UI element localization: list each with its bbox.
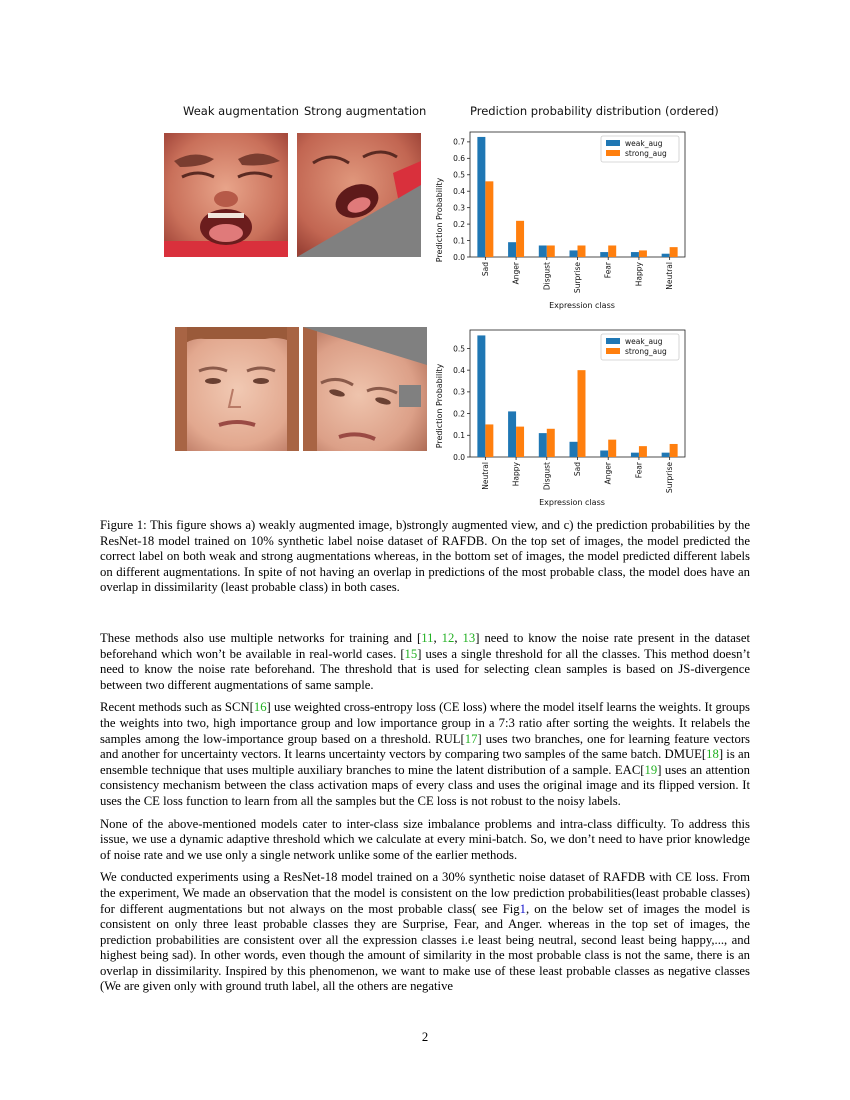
chart-bottom-bar-strong_aug: [578, 370, 586, 457]
p2-text-4: ] is an ensemble technique that uses multiple auxiliary branches to mine the latent distribution of a sample. EAC[: [100, 747, 750, 777]
header-prediction-distribution: Prediction probability distribution (ordered): [470, 104, 719, 118]
chart-top-ytick-label: 0.7: [453, 137, 465, 147]
chart-top: [430, 128, 690, 314]
chart-top-bar-strong_aug: [639, 250, 647, 257]
chart-top-ytick-label: 0.4: [453, 187, 465, 197]
chart-top-legend-swatch-weak_aug: [606, 140, 620, 146]
chart-bottom-xtick-label: Disgust: [542, 462, 552, 491]
chart-bottom-bar-weak_aug: [662, 453, 670, 457]
p1-text-3: ] uses a single threshold for all the classes. This method doesn’t need to know the noise rate beforehand. The threshold that is used for selecting clean samples is based on JS-divergence between two different augmentations of same sample.: [100, 646, 750, 692]
p4-text-1: We conducted experiments using a ResNet-18 model trained on a 30% synthetic noise dataset of RAFDB with CE loss. From the experiment, We made an observation that the model is consistent on the low prediction probabilities(least probable classes) for different augmentations but not always on the most probable class( see Fig: [100, 870, 750, 916]
chart-bottom-xtick-label: Happy: [511, 462, 521, 487]
chart-bottom-bar-strong_aug: [608, 440, 616, 457]
chart-top-svg: [430, 128, 690, 314]
chart-top-xtick-label: Sad: [480, 262, 490, 277]
chart-bottom-ylabel: Prediction Probability: [435, 363, 444, 449]
paragraph-2: [100, 700, 750, 809]
chart-top-xtick-label: Anger: [511, 262, 521, 285]
chart-top-ytick-label: 0.3: [453, 203, 465, 213]
chart-bottom-svg: [430, 322, 690, 512]
chart-top-legend-swatch-strong_aug: [606, 150, 620, 156]
chart-top-ytick-label: 0.0: [453, 252, 465, 262]
chart-bottom-ytick-label: 0.0: [453, 452, 465, 462]
paragraph-4: [100, 870, 750, 995]
chart-top-bar-strong_aug: [485, 181, 493, 257]
photo-bottom-weak-woman-face: [175, 327, 299, 451]
chart-bottom-legend-swatch-strong_aug: [606, 348, 620, 354]
chart-bottom-bar-strong_aug: [516, 427, 524, 457]
chart-top-ylabel: Prediction Probability: [435, 177, 444, 263]
chart-bottom-bar-strong_aug: [670, 444, 678, 457]
chart-bottom-bar-weak_aug: [539, 433, 547, 457]
chart-bottom-bar-strong_aug: [485, 424, 493, 457]
chart-bottom-bar-weak_aug: [631, 453, 639, 457]
chart-top-ytick-label: 0.5: [453, 170, 465, 180]
chart-top-xtick-label: Happy: [634, 262, 644, 287]
photo-top-weak-crying-child: [164, 133, 288, 257]
chart-top-bar-weak_aug: [662, 254, 670, 257]
chart-top-bar-weak_aug: [570, 250, 578, 257]
chart-bottom-bar-weak_aug: [477, 335, 485, 457]
page-number: 2: [421, 1030, 429, 1044]
chart-top-bar-weak_aug: [508, 242, 516, 257]
chart-bottom-legend-label-strong_aug: strong_aug: [625, 347, 667, 356]
paragraph-3: None of the above-mentioned models cater to inter-class size imbalance problems and intra-class difficulty. To address this issue, we use a dynamic adaptive threshold which we calculate at every mini-batch. So, we don’t need to have prior knowledge of noise rate and we use only a single network unlike some of the earlier methods.: [100, 816, 750, 862]
chart-bottom-xlabel: Expression class: [539, 498, 605, 507]
p1-sep-2: ,: [454, 631, 463, 645]
p2-text-2: ] use weighted cross-entropy loss (CE loss) where the model itself learns the weights. It groups the weights into two, high importance group and low importance group in a 7:3 ratio after sorting the weights. It relabels the samples among the low-importance group based on a threshold. RUL[: [100, 700, 750, 746]
chart-top-bar-strong_aug: [670, 247, 678, 257]
chart-bottom-bar-weak_aug: [570, 442, 578, 457]
p2-text-3: ] uses two branches, one for learning feature vectors and another for uncertainty vectors. It learns uncertainty vectors by comparing two samples of the same batch. DMUE[: [100, 731, 750, 762]
photo-top-strong-crying-child: [297, 133, 421, 257]
chart-top-bar-strong_aug: [608, 245, 616, 257]
chart-bottom-xtick-label: Sad: [573, 462, 582, 477]
p2-text-1: Recent methods such as SCN[: [100, 700, 254, 715]
p1-text-2: ] need to know the noise rate present in the dataset beforehand which won’t be available in real-world cases. [: [100, 631, 751, 661]
citation-12[interactable]: 12: [441, 631, 455, 645]
chart-bottom-xtick-label: Fear: [634, 462, 644, 479]
figure-caption: Figure 1: This figure shows a) weakly augmented image, b)strongly augmented view, and c) the prediction probabilities by the ResNet-18 model trained on 10% synthetic label noise dataset of RAFDB. On the top set of images, the model predicted the correct label on both weak and strong augmentations whereas, in the bottom set of images, the model predicted different labels on different augmentations. In spite of not having an overlap in predictions of the most probable class, the model does have an overlap in dissimilarity (least probable class) in both cases.: [100, 518, 750, 595]
citation-17[interactable]: 17: [464, 731, 478, 746]
chart-bottom-ytick-label: 0.2: [453, 409, 465, 419]
chart-top-xtick-label: Fear: [603, 262, 613, 279]
chart-top-bar-strong_aug: [547, 245, 555, 257]
chart-top-ytick-label: 0.6: [453, 154, 465, 164]
chart-top-ytick-label: 0.1: [453, 236, 465, 246]
header-weak-augmentation: Weak augmentation: [183, 104, 299, 118]
chart-bottom-xtick-label: Neutral: [480, 462, 490, 490]
chart-bottom-xtick-label: Anger: [603, 462, 613, 485]
chart-top-xlabel: Expression class: [549, 301, 615, 310]
header-strong-augmentation: Strong augmentation: [304, 104, 427, 118]
p4-text-2: , on the below set of images the model is consistent on only three least probable classes they are Surprise, Fear, and Anger. whereas in the top set of images, the prediction probabilities are consistent over all the expression classes i.e least being neutral, second least being happy,..., and highest being sad). In other words, even though the amount of similarity in the most probable class is not the same, there is an overlap in dissimilarity. Inspired by this phenomenon, we want to make use of these least probable classes as negative classes (We are given only with ground truth label, all the others are negative: [100, 901, 750, 994]
chart-bottom-bar-weak_aug: [600, 450, 608, 457]
citation-19[interactable]: 19: [644, 762, 658, 777]
chart-top-ytick-label: 0.2: [453, 219, 465, 229]
citation-13[interactable]: 13: [462, 631, 476, 645]
chart-bottom-bar-strong_aug: [547, 429, 555, 457]
chart-top-legend-label-weak_aug: weak_aug: [625, 139, 663, 148]
p1-sep-1: ,: [433, 631, 442, 645]
chart-bottom-legend-label-weak_aug: weak_aug: [625, 337, 663, 346]
chart-top-xtick-label: Surprise: [573, 262, 582, 294]
chart-bottom-ytick-label: 0.4: [453, 365, 465, 375]
chart-top-xtick-label: Disgust: [542, 262, 552, 291]
paragraph-1: [100, 631, 750, 693]
photo-bottom-strong-woman-face: [303, 327, 427, 451]
citation-18[interactable]: 18: [706, 747, 719, 762]
chart-bottom-xtick-label: Surprise: [665, 462, 675, 494]
chart-bottom-legend-swatch-weak_aug: [606, 338, 620, 344]
chart-top-bar-weak_aug: [600, 252, 608, 257]
chart-bottom-ytick-label: 0.5: [453, 344, 465, 354]
chart-bottom-ytick-label: 0.1: [453, 431, 465, 441]
chart-top-legend-label-strong_aug: strong_aug: [625, 149, 667, 158]
citation-16[interactable]: 16: [253, 700, 267, 715]
chart-top-bar-weak_aug: [539, 245, 547, 257]
citation-11[interactable]: 11: [421, 631, 434, 645]
chart-top-bar-strong_aug: [578, 245, 586, 257]
chart-bottom: [430, 322, 690, 512]
p1-text-1: These methods also use multiple networks for training and [: [100, 631, 422, 645]
chart-top-bar-weak_aug: [477, 137, 485, 257]
citation-15[interactable]: 15: [404, 646, 418, 661]
figure-ref-1[interactable]: 1: [519, 901, 526, 916]
chart-top-bar-weak_aug: [631, 252, 639, 257]
body-text: [100, 631, 750, 1002]
chart-bottom-bar-strong_aug: [639, 446, 647, 457]
p2-text-5: ] uses an attention consistency mechanism between the class activation maps of every class and uses the original image and its flipped version. It uses the CE loss function to learn from all the samples but the CE loss is not robust to the noisy labels.: [100, 762, 750, 808]
chart-top-bar-strong_aug: [516, 221, 524, 257]
chart-top-xtick-label: Neutral: [665, 262, 675, 290]
chart-bottom-ytick-label: 0.3: [453, 387, 465, 397]
chart-bottom-bar-weak_aug: [508, 411, 516, 457]
